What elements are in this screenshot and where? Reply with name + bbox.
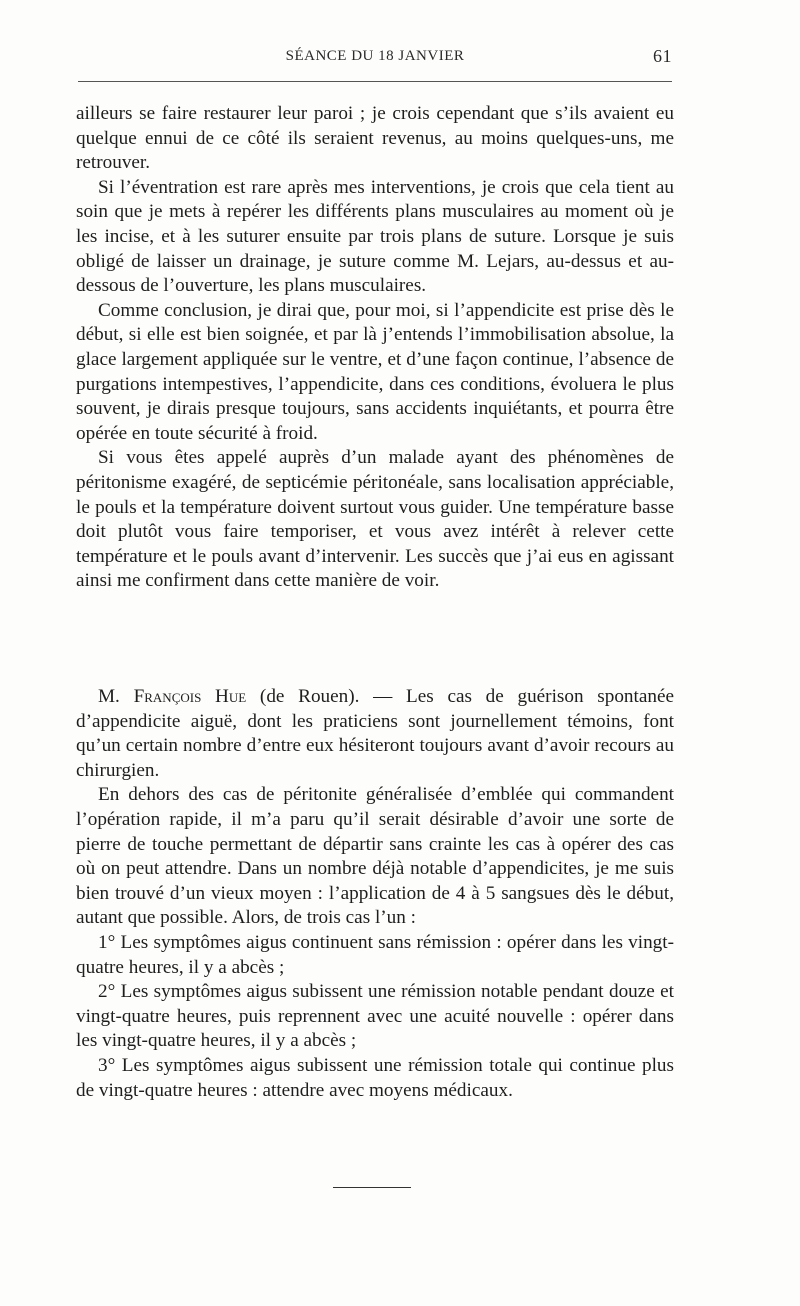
- list-item-1: 1° Les symptômes aigus continuent sans rémission : opérer dans les vingt-quatre heures, il y a abcès ;: [76, 931, 674, 978]
- paragraph: Si l’éventration est rare après mes interventions, je crois que cela tient au soin que je mets à repérer les différents plans musculaires au moment où je les incise, et à les suturer ensuite par trois plans de suture. Lorsque je suis obligé de laisser un drainage, je suture comme M. Lejars, au-dessus et au-dessous de l’ouverture, les plans musculaires.: [76, 176, 674, 297]
- speaker-text: (de Rouen). — Les cas de guérison spontanée d’appendicite aiguë, dont les praticiens sont journellement témoins, font qu’un certain nombre d’entre eux hésiteront toujours avant d’avoir recours au chirurgien.: [76, 686, 674, 781]
- paragraph: ailleurs se faire restaurer leur paroi ; je crois cependant que s’ils avaient eu quelque ennui de ce côté ils seraient revenus, au moins quelques-uns, me retrouver.: [76, 103, 674, 174]
- list-item-3: 3° Les symptômes aigus subissent une rémission totale qui continue plus de vingt-quatre heures : attendre avec moyens médicaux.: [76, 1054, 674, 1101]
- text-block-francois-hue: [76, 685, 674, 1103]
- page-number: 61: [653, 46, 672, 66]
- section-end-rule: [333, 1187, 411, 1188]
- running-title: SÉANCE DU 18 JANVIER: [285, 48, 465, 64]
- paragraph: Si vous êtes appelé auprès d’un malade ayant des phénomènes de péritonisme exagéré, de septicémie péritonéale, sans localisation appréciable, le pouls et la température doivent surtout vous guider. Une température basse doit plutôt vous faire temporiser, et vous avez intérêt à relever cette température et le pouls avant d’intervenir. Les succès que j’ai eus en agissant ainsi me confirment dans cette manière de voir.: [76, 447, 674, 592]
- list-item-2: 2° Les symptômes aigus subissent une rémission notable pendant douze et vingt-quatre heures, puis reprennent avec une acuité nouvelle : opérer dans les vingt-quatre heures, il y a abcès ;: [76, 981, 674, 1052]
- speaker-name: François Hue: [133, 686, 247, 707]
- text-block-previous-speaker: [76, 102, 674, 594]
- paragraph: En dehors des cas de péritonite généralisée d’emblée qui commandent l’opération rapide, il m’a paru qu’il serait désirable d’avoir une sorte de pierre de touche permettant de départir sans crainte les cas à opérer des cas où on peut attendre. Dans un nombre déjà notable d’appendicites, je me suis bien trouvé d’un vieux moyen : l’application de 4 à 5 sangsues dès le début, autant que possible. Alors, de trois cas l’un :: [76, 784, 674, 929]
- header-rule: [78, 81, 672, 82]
- speaker-prefix: M.: [98, 686, 134, 707]
- speaker-paragraph: [76, 685, 674, 783]
- running-header: [78, 46, 672, 70]
- paragraph: Comme conclusion, je dirai que, pour moi, si l’appendicite est prise dès le début, si elle est bien soignée, et par là j’entends l’immobilisation absolue, la glace largement appliquée sur le ventre, et d’une façon continue, l’absence de purgations intempestives, l’appendicite, dans ces conditions, évoluera le plus souvent, je dirais presque toujours, sans accidents inquiétants, et pourra être opérée en toute sécurité à froid.: [76, 299, 674, 444]
